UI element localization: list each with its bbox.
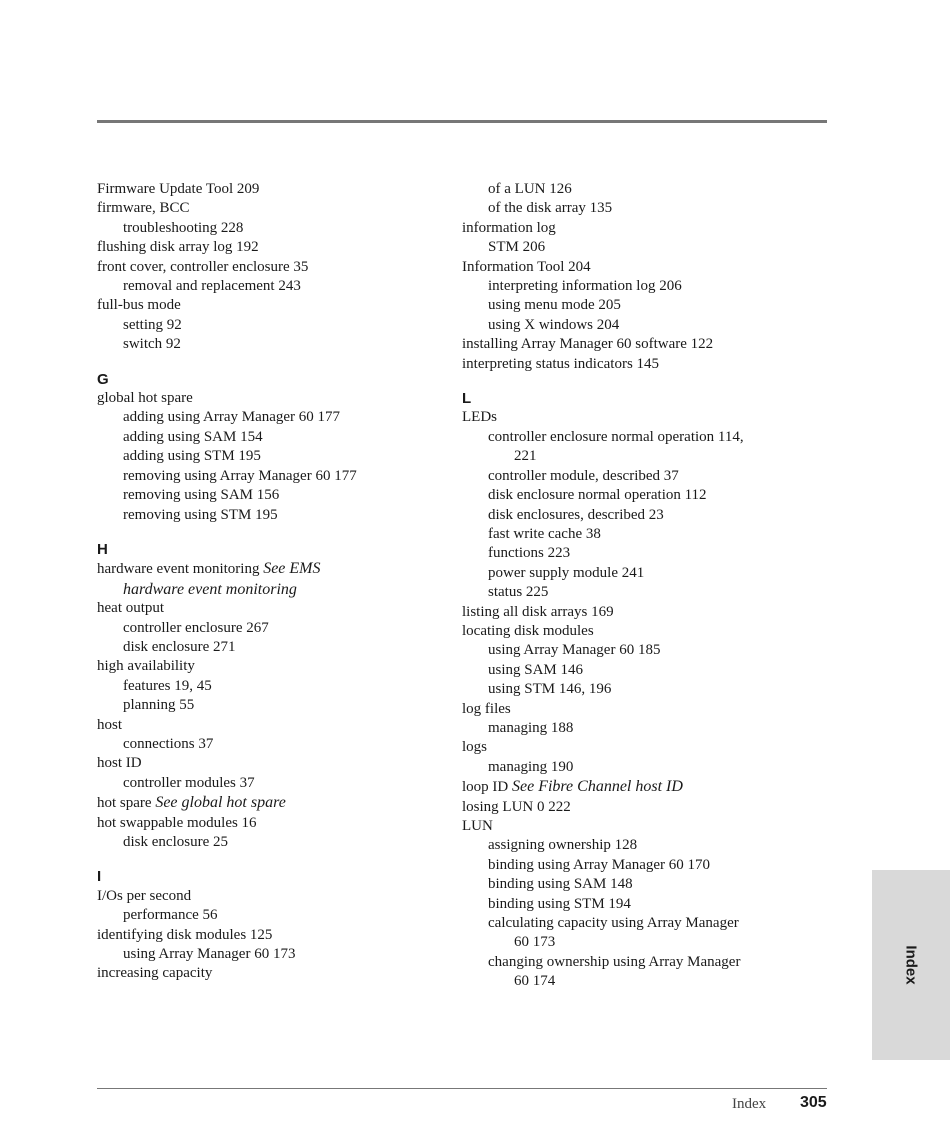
index-entry: locating disk modules: [462, 622, 594, 639]
index-subentry: removing using SAM 156: [123, 487, 280, 504]
index-entry: high availability: [97, 658, 195, 675]
index-subentry: performance 56: [123, 907, 218, 924]
index-column-right: [462, 180, 812, 992]
index-subentry: disk enclosure normal operation 112: [488, 487, 707, 504]
see-reference: See Fibre Channel host ID: [512, 778, 683, 796]
index-subentry: removing using Array Manager 60 177: [123, 467, 357, 484]
index-entry: [97, 793, 447, 813]
section-heading-g: G: [97, 370, 109, 388]
index-subentry: using menu mode 205: [488, 297, 621, 314]
side-tab-label: Index: [902, 945, 920, 985]
index-entry: losing LUN 0 222: [462, 798, 571, 815]
index-entry: information log: [462, 219, 556, 236]
index-subentry: controller enclosure 267: [123, 619, 269, 636]
see-reference: See EMS: [263, 560, 321, 578]
index-subentry: controller module, described 37: [488, 467, 679, 484]
index-entry: host ID: [97, 755, 142, 772]
entry-text: hot spare: [97, 795, 156, 812]
index-entry: host: [97, 716, 123, 733]
index-entry: LUN: [462, 818, 493, 834]
index-subentry: binding using STM 194: [488, 895, 631, 912]
index-subentry-continuation: 60 173: [514, 934, 556, 951]
index-subentry: managing 190: [488, 758, 574, 775]
index-subentry: managing 188: [488, 719, 574, 736]
index-subentry: removing using STM 195: [123, 506, 278, 523]
index-entry: LEDs: [462, 409, 497, 426]
index-subentry: using Array Manager 60 173: [123, 946, 296, 963]
index-entry: heat output: [97, 600, 165, 617]
section-heading-i: I: [97, 868, 102, 886]
index-subentry: using Array Manager 60 185: [488, 642, 661, 659]
index-subentry-continuation: 60 174: [514, 973, 556, 990]
index-subentry: binding using SAM 148: [488, 876, 633, 893]
index-subentry: interpreting information log 206: [488, 278, 682, 295]
page-number: 305: [800, 1094, 827, 1111]
index-subentry: adding using SAM 154: [123, 428, 263, 445]
header-rule: [97, 120, 827, 123]
index-entry: log files: [462, 700, 511, 717]
index-column-left: [97, 180, 447, 984]
index-entry: full-bus mode: [97, 297, 181, 314]
entry-text: loop ID: [462, 779, 512, 796]
index-entry: global hot spare: [97, 390, 193, 407]
footer-rule: [97, 1088, 827, 1089]
index-entry: [462, 777, 812, 797]
index-entry: identifying disk modules 125: [97, 926, 273, 943]
index-subentry: troubleshooting 228: [123, 219, 244, 236]
index-subentry: disk enclosure 25: [123, 834, 228, 850]
index-subentry: changing ownership using Array Manager: [488, 953, 741, 970]
index-subentry: assigning ownership 128: [488, 837, 638, 854]
index-subentry: connections 37: [123, 735, 214, 752]
index-entry: installing Array Manager 60 software 122: [462, 336, 714, 353]
footer-section-label: Index: [732, 1096, 767, 1112]
index-subentry: using X windows 204: [488, 316, 620, 333]
index-entry: hot swappable modules 16: [97, 814, 257, 831]
index-entry: logs: [462, 739, 488, 756]
see-reference: See global hot spare: [155, 794, 286, 812]
index-subentry: planning 55: [123, 697, 195, 714]
index-subentry: STM 206: [488, 239, 546, 256]
index-subentry: features 19, 45: [123, 677, 212, 694]
index-entry: Firmware Update Tool 209: [97, 181, 260, 197]
index-subentry: functions 223: [488, 545, 571, 562]
index-subentry: setting 92: [123, 316, 182, 333]
index-subentry: removal and replacement 243: [123, 278, 301, 295]
index-subentry: controller enclosure normal operation 114,: [488, 428, 744, 445]
index-entry: front cover, controller enclosure 35: [97, 258, 309, 275]
index-side-tab: [872, 870, 950, 1060]
index-subentry: binding using Array Manager 60 170: [488, 856, 711, 873]
section-heading-l: L: [462, 390, 472, 408]
index-entry: firmware, BCC: [97, 200, 190, 217]
section-heading-h: H: [97, 540, 108, 558]
index-entry: I/Os per second: [97, 887, 192, 904]
index-subentry: status 225: [488, 584, 549, 601]
index-entry: Information Tool 204: [462, 258, 591, 275]
index-subentry: adding using STM 195: [123, 448, 261, 465]
index-entry: [97, 559, 447, 579]
index-subentry-continuation: 221: [514, 448, 537, 465]
index-subentry: calculating capacity using Array Manager: [488, 915, 739, 932]
index-subentry: fast write cache 38: [488, 525, 601, 542]
see-reference-continuation: hardware event monitoring: [123, 580, 297, 598]
index-subentry: power supply module 241: [488, 564, 645, 581]
index-subentry: of the disk array 135: [488, 200, 613, 217]
index-subentry: controller modules 37: [123, 774, 255, 791]
index-entry: flushing disk array log 192: [97, 239, 259, 256]
index-subentry: adding using Array Manager 60 177: [123, 409, 341, 426]
entry-text: hardware event monitoring: [97, 561, 264, 578]
index-entry: increasing capacity: [97, 965, 213, 982]
index-entry: interpreting status indicators 145: [462, 355, 660, 372]
index-entry: listing all disk arrays 169: [462, 603, 614, 620]
index-subentry: switch 92: [123, 336, 181, 353]
index-subentry: of a LUN 126: [488, 181, 572, 197]
index-subentry: disk enclosure 271: [123, 638, 236, 655]
index-subentry: using SAM 146: [488, 661, 584, 678]
index-subentry: using STM 146, 196: [488, 681, 612, 698]
index-subentry: disk enclosures, described 23: [488, 506, 664, 523]
